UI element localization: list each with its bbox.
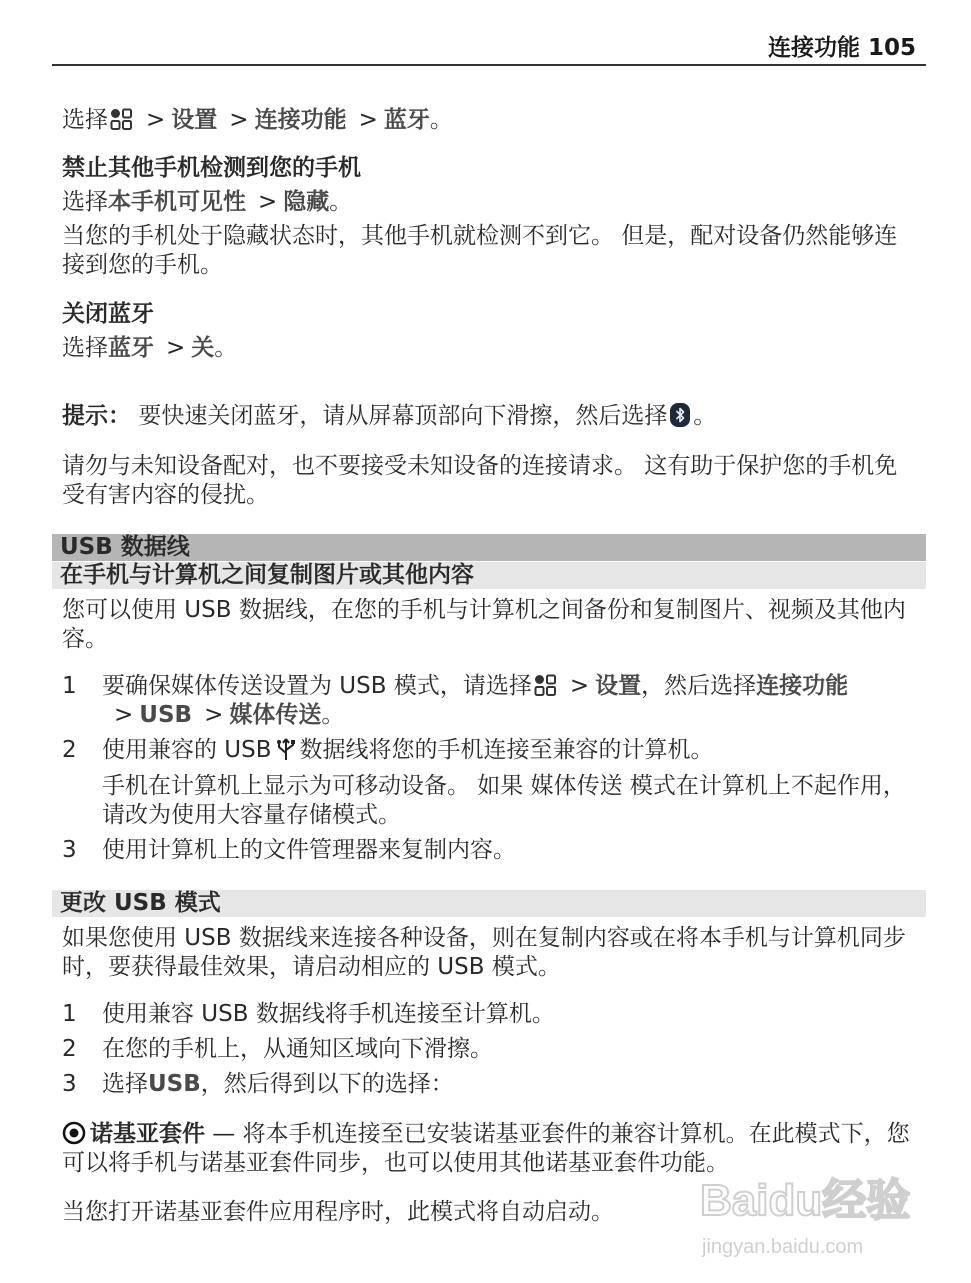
menu-settings: 设置 xyxy=(171,107,218,133)
page-number: 105 xyxy=(867,35,916,61)
step-text: ，然后选择 xyxy=(641,673,757,699)
path-prefix: 选择 xyxy=(62,189,108,215)
usb-step-1 xyxy=(102,672,922,730)
apps-icon xyxy=(534,674,556,696)
step-number: 3 xyxy=(62,1071,77,1097)
off-path xyxy=(62,334,918,363)
mode-step-2: 在您的手机上，从通知区域向下滑擦。 xyxy=(102,1036,493,1062)
path-sep: > xyxy=(258,189,278,215)
header-text xyxy=(768,34,916,63)
usb-icon xyxy=(276,737,296,761)
menu-bluetooth: 蓝牙 xyxy=(383,107,430,133)
nokia-suite-icon xyxy=(62,1121,86,1145)
baidu-watermark xyxy=(690,1155,950,1275)
step-number: 2 xyxy=(62,737,77,763)
usb-mode-heading: 更改 USB 模式 xyxy=(52,890,926,917)
path-end: 。 xyxy=(214,335,238,361)
menu-hidden: 隐藏 xyxy=(283,189,330,215)
watermark-url: jingyan.baidu.com xyxy=(702,1236,864,1258)
step-end: 。 xyxy=(321,702,345,728)
tip-label: 提示： xyxy=(62,403,131,429)
page-header xyxy=(52,32,926,66)
menu-usb: USB xyxy=(148,1071,201,1097)
path-sep: > xyxy=(569,673,590,699)
step-text: 选择 xyxy=(102,1071,148,1097)
step-text: 数据线将您的手机连接至兼容的计算机。 xyxy=(299,737,714,763)
off-heading: 关闭蓝牙 xyxy=(62,301,154,327)
step-number: 3 xyxy=(62,837,77,863)
watermark-logo: Baidu经验 xyxy=(700,1176,911,1225)
hide-paragraph: 当您的手机处于隐藏状态时，其他手机就检测不到它。 但是，配对设备仍然能够连接到您的手机。 xyxy=(62,223,898,278)
hide-path xyxy=(62,188,918,217)
auto-start-note: 当您打开诺基亚套件应用程序时，此模式将自动启动。 xyxy=(62,1199,614,1225)
path-sep: > xyxy=(114,702,134,728)
usb-mode-intro: 如果您使用 USB 数据线来连接各种设备，则在复制内容或在将本手机与计算机同步时，要获得最佳效果，请启动相应的 USB 模式。 xyxy=(62,925,906,980)
nokia-suite-text: — 将本手机连接至已安装诺基亚套件的兼容计算机。在此模式下，您可以将手机与诺基亚套件同步，也可以使用其他诺基亚套件功能。 xyxy=(62,1121,910,1176)
warning-paragraph: 请勿与未知设备配对，也不要接受未知设备的连接请求。 这有助于保护您的手机免受有害内容的侵扰。 xyxy=(62,453,898,508)
apps-icon xyxy=(110,108,132,130)
tip-paragraph xyxy=(62,402,918,431)
menu-media-transfer: 媒体传送 xyxy=(229,702,322,728)
path-sep: > xyxy=(358,107,378,133)
step-text: ，然后得到以下的选择： xyxy=(200,1071,454,1097)
path-prefix: 选择 xyxy=(62,335,108,361)
step-text: 使用兼容的 USB xyxy=(102,737,272,763)
menu-bluetooth: 蓝牙 xyxy=(108,335,154,361)
menu-connectivity: 连接功能 xyxy=(254,107,347,133)
baidu-logo-icon xyxy=(690,1155,950,1275)
header-title: 连接功能 xyxy=(767,35,860,61)
path-sep: > xyxy=(146,107,166,133)
path-prefix: 选择 xyxy=(62,107,108,133)
usb-subsection-heading: 在手机与计算机之间复制图片或其他内容 xyxy=(52,562,926,589)
mode-step-3 xyxy=(102,1070,922,1099)
path-end: 。 xyxy=(329,189,353,215)
usb-step-2 xyxy=(102,736,922,765)
usb-section-heading: USB 数据线 xyxy=(52,534,926,561)
step-text: 要确保媒体传送设置为 USB 模式，请选择 xyxy=(102,673,532,699)
path-sep: > xyxy=(229,107,249,133)
hide-heading: 禁止其他手机检测到您的手机 xyxy=(62,155,361,181)
menu-off: 关 xyxy=(191,335,215,361)
menu-connectivity: 连接功能 xyxy=(756,673,849,699)
usb-step-2-note: 手机在计算机上显示为可移动设备。 如果 媒体传送 模式在计算机上不起作用，请改为使用大容量存储模式。 xyxy=(102,773,906,828)
tip-text: 要快速关闭蓝牙，请从屏幕顶部向下滑擦，然后选择 xyxy=(138,403,668,429)
step-number: 1 xyxy=(62,673,77,699)
step-number: 1 xyxy=(62,1001,77,1027)
usb-step-3: 使用计算机上的文件管理器来复制内容。 xyxy=(102,837,516,863)
bluetooth-path xyxy=(62,106,918,135)
path-end: 。 xyxy=(429,107,453,133)
bluetooth-icon xyxy=(669,402,691,428)
mode-step-1: 使用兼容 USB 数据线将手机连接至计算机。 xyxy=(102,1001,555,1027)
tip-end: 。 xyxy=(693,403,717,429)
path-sep: > xyxy=(204,702,224,728)
menu-usb: USB xyxy=(139,702,193,728)
menu-settings: 设置 xyxy=(595,673,642,699)
usb-intro: 您可以使用 USB 数据线，在您的手机与计算机之间备份和复制图片、视频及其他内容。 xyxy=(62,597,906,652)
step-number: 2 xyxy=(62,1036,77,1062)
path-sep: > xyxy=(166,335,186,361)
nokia-suite-title: 诺基亚套件 xyxy=(90,1121,205,1147)
menu-visibility: 本手机可见性 xyxy=(108,189,246,215)
